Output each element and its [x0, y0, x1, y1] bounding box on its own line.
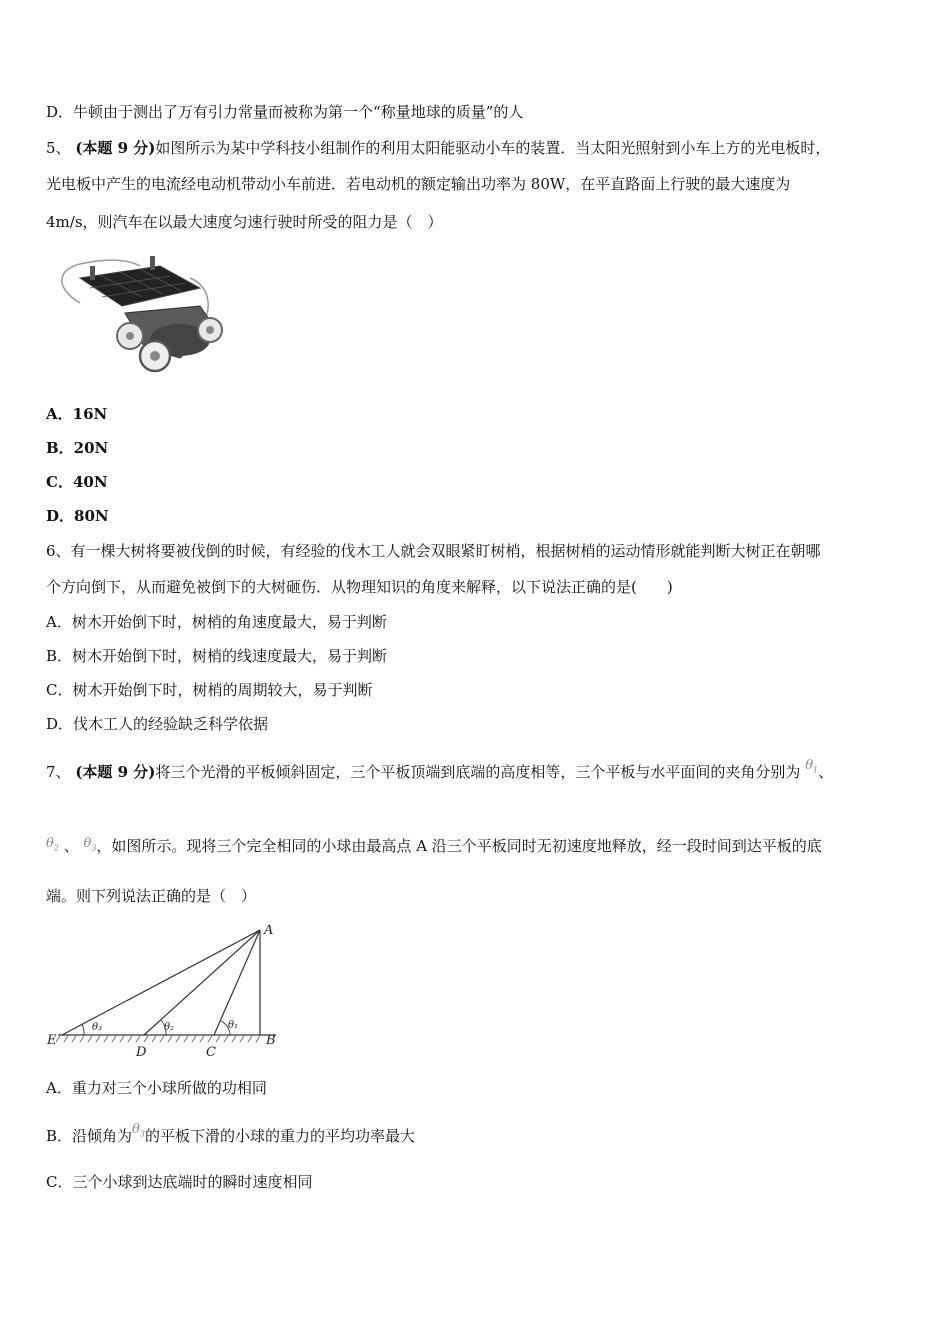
solar-car-image [50, 248, 225, 378]
q7-option-b-suffix: 的平板下滑的小球的重力的平均功率最大 [144, 1127, 415, 1145]
label-c: C [206, 1045, 216, 1060]
q5-option-a [46, 404, 107, 424]
label-d: D [136, 1045, 147, 1060]
q5-option-d [46, 506, 109, 526]
q6-text-line2: 个方向倒下，从而避免被倒下的大树砸伤．从物理知识的角度来解释，以下说法正确的是( ) [46, 578, 673, 596]
q6-option-c [46, 680, 372, 700]
q6-option-b [46, 646, 387, 666]
q5-option-a-text: A．16N [46, 405, 108, 423]
incline-diagram [44, 920, 284, 1060]
q7-sep1: 、 [818, 763, 834, 781]
label-a: A [264, 923, 274, 938]
q7-theta1-sub: 1 [813, 765, 819, 775]
q5-option-d-text: D．80N [46, 507, 109, 525]
q7-option-a [46, 1078, 267, 1098]
q5-stem-line3 [46, 212, 443, 232]
q5-stem-line1 [46, 138, 830, 158]
q7-text-line1: 将三个光滑的平板倾斜固定，三个平板顶端到底端的高度相等，三个平板与水平面间的夹角分别为 [155, 763, 801, 781]
q5-score: (本题 9 分) [75, 139, 156, 157]
q6-option-a [46, 612, 387, 632]
q5-option-b [46, 438, 108, 458]
label-theta2: θ₂ [164, 1022, 175, 1033]
q7-theta3-letter: θ [83, 836, 92, 851]
q7-stem-line2 [46, 836, 822, 863]
q7-option-a-text: A．重力对三个小球所做的功相同 [46, 1079, 267, 1097]
label-b: B [266, 1033, 276, 1048]
q5-text-line3: 4m/s，则汽车在以最大速度匀速行驶时所受的阻力是（ ） [46, 213, 443, 231]
q7-option-b-theta-letter: θ [132, 1122, 140, 1137]
q5-text-line1: 如图所示为某中学科技小组制作的利用太阳能驱动小车的装置．当太阳光照射到小车上方的光电板时， [155, 139, 831, 157]
q7-theta2-sub: 2 [53, 843, 59, 853]
q6-text-line1: 6、有一棵大树将要被伐倒的时候，有经验的伐木工人就会双眼紧盯树梢，根据树梢的运动情形就能判断大树正在朝哪 [46, 542, 821, 560]
q6-option-a-text: A．树木开始倒下时，树梢的角速度最大，易于判断 [46, 613, 387, 631]
q5-option-c-text: C．40N [46, 473, 108, 491]
ground-hatching [56, 1036, 260, 1042]
q5-stem-line2 [46, 174, 790, 194]
q4-option-d-text: D．牛顿由于测出了万有引力常量而被称为第一个“称量地球的质量”的人 [46, 103, 524, 121]
q6-stem-line2 [46, 577, 673, 597]
q5-text-line2: 光电板中产生的电流经电动机带动小车前进．若电动机的额定输出功率为 80W，在平直路面上行驶的最大速度为 [46, 175, 791, 193]
q7-theta1-symbol [805, 758, 818, 773]
q4-option-d [46, 102, 523, 122]
q5-option-b-text: B．20N [46, 439, 109, 457]
q7-option-b-theta-symbol [132, 1122, 145, 1137]
q6-stem-line1 [46, 541, 821, 561]
q7-sep2: 、 [63, 837, 79, 855]
q7-theta2-letter: θ [46, 836, 54, 851]
q6-option-d-text: D．伐木工人的经验缺乏科学依据 [46, 715, 269, 733]
q7-theta2-symbol [46, 836, 59, 851]
label-theta1: θ₁ [228, 1020, 239, 1031]
q7-theta1-letter: θ [805, 758, 814, 773]
q7-text-line3: 端。则下列说法正确的是（ ） [46, 887, 257, 905]
q7-option-b-prefix: B．沿倾角为 [46, 1127, 133, 1145]
q7-stem-line3 [46, 886, 256, 906]
q7-number: 7、 [46, 763, 71, 781]
q7-option-c-text: C．三个小球到达底端时的瞬时速度相同 [46, 1173, 313, 1191]
q7-score: (本题 9 分) [75, 763, 156, 781]
q5-option-c [46, 472, 108, 492]
label-e: E [47, 1033, 57, 1048]
q7-option-b-theta-sub: 3 [139, 1129, 145, 1139]
q7-theta3-symbol [84, 836, 97, 851]
q6-option-b-text: B．树木开始倒下时，树梢的线速度最大，易于判断 [46, 647, 388, 665]
q7-stem-line1 [46, 758, 834, 789]
q7-theta3-sub: 3 [91, 843, 97, 853]
q7-option-b [46, 1122, 415, 1153]
label-theta3: θ₃ [92, 1022, 103, 1033]
q5-number: 5、 [46, 139, 71, 157]
q7-text-line2: ，如图所示。现将三个完全相同的小球由最高点 A 沿三个平板同时无初速度地释放，经一段时间到达平板的底 [96, 837, 822, 855]
q6-option-d [46, 714, 268, 734]
q7-option-c [46, 1172, 312, 1192]
q6-option-c-text: C．树木开始倒下时，树梢的周期较大，易于判断 [46, 681, 373, 699]
